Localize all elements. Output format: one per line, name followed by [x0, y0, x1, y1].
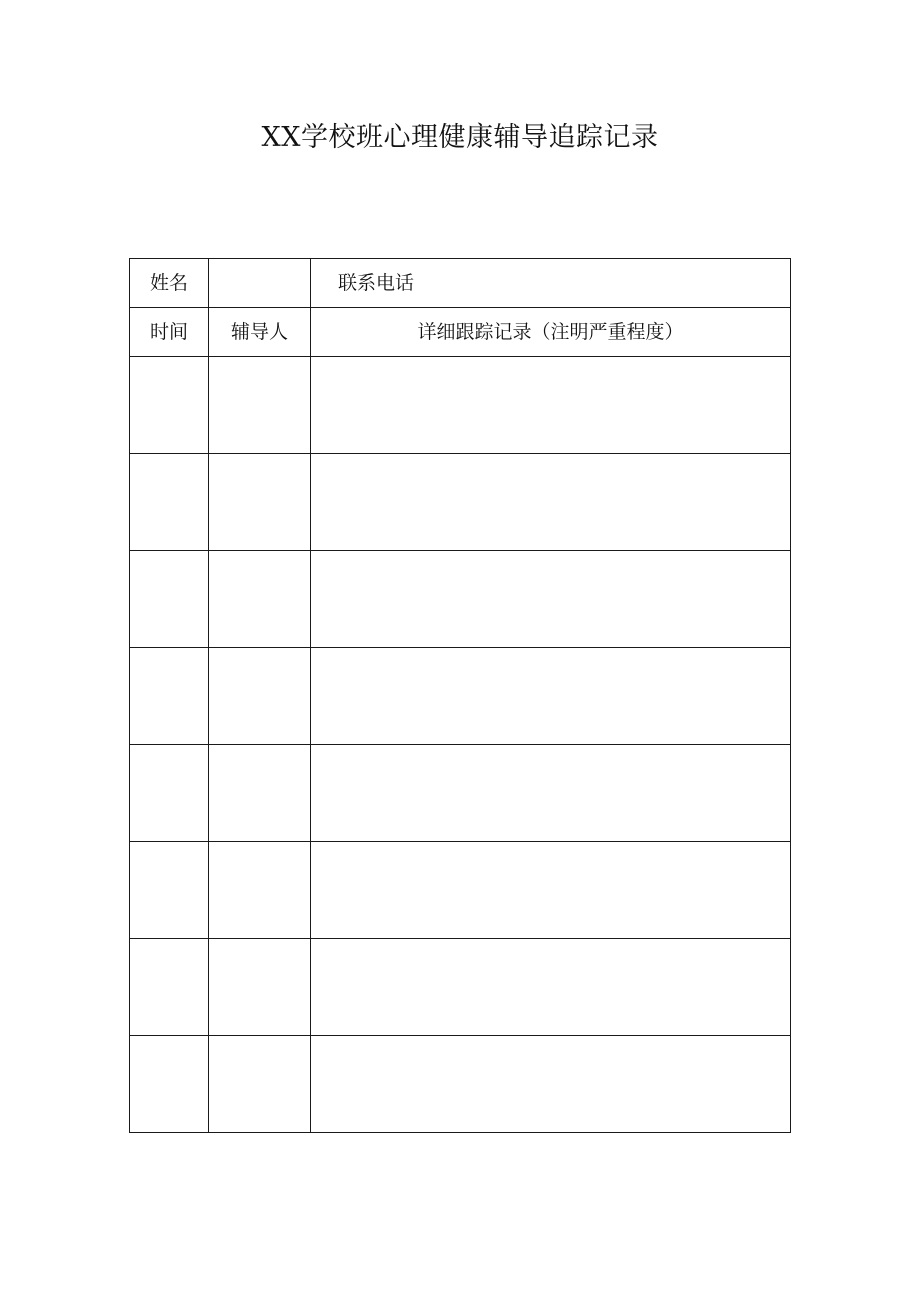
tutor-cell[interactable]: [209, 357, 311, 454]
tutor-cell[interactable]: [209, 551, 311, 648]
column-header-time: 时间: [130, 308, 209, 357]
phone-label[interactable]: [311, 259, 791, 308]
column-header-tutor: 辅导人: [209, 308, 311, 357]
record-cell[interactable]: [311, 648, 791, 745]
tutor-cell[interactable]: [209, 939, 311, 1036]
tutor-cell[interactable]: [209, 648, 311, 745]
time-cell[interactable]: [130, 939, 209, 1036]
column-header-row: [130, 308, 791, 357]
record-cell[interactable]: [311, 551, 791, 648]
tutor-cell[interactable]: [209, 842, 311, 939]
table-row: [130, 745, 791, 842]
tracking-record-table: [129, 258, 791, 1133]
time-cell[interactable]: [130, 648, 209, 745]
tutor-cell[interactable]: [209, 745, 311, 842]
record-cell[interactable]: [311, 357, 791, 454]
document-title: XX学校班心理健康辅导追踪记录: [261, 122, 659, 153]
table-row: [130, 842, 791, 939]
record-cell[interactable]: [311, 1036, 791, 1133]
tutor-cell[interactable]: [209, 1036, 311, 1133]
name-label: 姓名: [130, 259, 209, 308]
table-row: [130, 939, 791, 1036]
record-cell[interactable]: [311, 745, 791, 842]
record-cell[interactable]: [311, 454, 791, 551]
time-cell[interactable]: [130, 454, 209, 551]
column-header-detail: 详细跟踪记录（注明严重程度）: [311, 308, 791, 357]
time-cell[interactable]: [130, 842, 209, 939]
tutor-cell[interactable]: [209, 454, 311, 551]
table-row: [130, 648, 791, 745]
phone-label-text: 联系电话: [338, 272, 415, 294]
time-cell[interactable]: [130, 551, 209, 648]
name-value-cell[interactable]: [209, 259, 311, 308]
time-cell[interactable]: [130, 1036, 209, 1133]
table-row: [130, 454, 791, 551]
table-row: [130, 551, 791, 648]
time-cell[interactable]: [130, 357, 209, 454]
record-cell[interactable]: [311, 939, 791, 1036]
time-cell[interactable]: [130, 745, 209, 842]
table-row: [130, 1036, 791, 1133]
table-row: [130, 357, 791, 454]
record-cell[interactable]: [311, 842, 791, 939]
student-info-row: [130, 259, 791, 308]
